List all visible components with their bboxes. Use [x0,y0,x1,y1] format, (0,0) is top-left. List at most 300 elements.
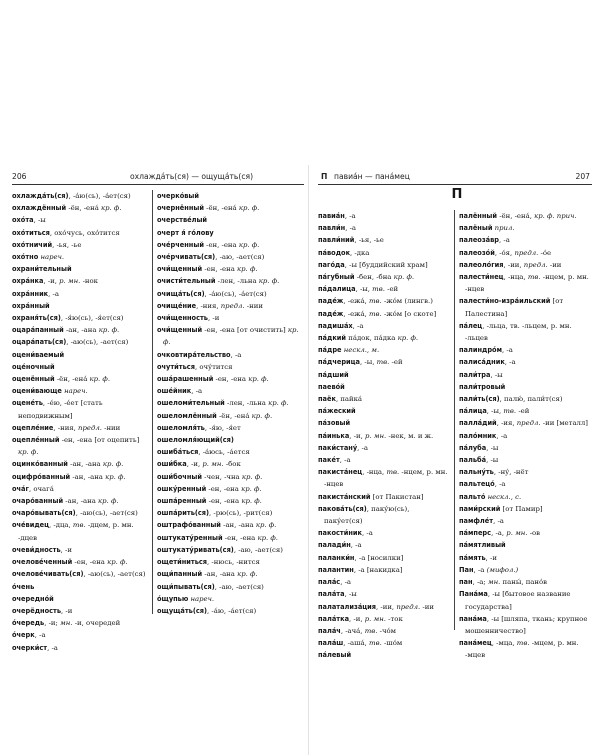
entry-forms: -ён, -ена́, [497,212,532,220]
entry-grammar-mark: кр. ф. [107,558,128,567]
entry-headword: паки́стану́ [318,443,358,452]
dictionary-entry [12,495,147,507]
dictionary-entry [318,564,450,576]
entry-grammar-mark: кр. ф. [258,277,280,286]
left-header-rule [12,184,304,185]
entry-headword: палади́н [318,541,351,550]
entry-forms: , -аю, -ает(ся) [215,253,265,262]
entry-headword: охра́нник [12,289,49,298]
entry-headword: пала́ч [318,626,341,635]
entry-forms-extra: -и, очередей [72,619,121,628]
entry-forms: -ен, -ена [203,240,237,249]
entry-headword: палёный [459,224,493,233]
dictionary-entry [12,373,147,385]
entry-forms: , -ия, [496,419,515,428]
entry-forms: -ен, -ена [206,484,239,493]
entry-headword: очерко́вый [157,192,200,200]
entry-forms: , -а [494,480,506,489]
dictionary-entry [459,417,595,429]
entry-forms: -лен, -льна [224,399,266,408]
dictionary-entry [318,442,450,454]
entry-headword: палантин [318,565,354,574]
entry-headword: оше́йник [157,387,192,396]
entry-grammar-mark: кр. ф. [237,570,258,579]
entry-forms: , -а [носилки] [354,553,404,562]
dictionary-entry [459,320,595,344]
dictionary-entry [318,649,450,661]
entry-headword: очернённый [157,204,204,213]
entry-grammar-mark: тв. [364,626,378,635]
entry-forms: , -аю(сь), -ает(ся) [83,570,146,579]
entry-grammar-mark: кр. ф. [257,533,278,542]
entry-headword: паёк [318,395,336,404]
entry-forms: , -аю(сь), -ает(ся) [75,509,138,518]
entry-forms: [от Памир] [500,504,543,513]
entry-headword: падиша́х [318,321,353,330]
entry-headword: очередно́й [12,594,54,603]
entry-forms: -бен, -бна [354,273,392,282]
dictionary-entry [12,202,147,214]
dictionary-entry [318,356,450,368]
entry-headword: очи́щенность [157,314,208,323]
dictionary-entry [318,576,450,588]
dictionary-entry [157,532,303,544]
entry-headword: ошпа́ренный [157,497,207,506]
entry-forms-extra: -дцем, р. мн. -дцев [18,521,134,542]
entry-headword: оцени́ваемый [12,350,65,359]
dictionary-entry [318,344,450,356]
entry-forms: , -ы [486,443,499,452]
dictionary-entry [157,605,303,617]
entry-headword: оштукату́ренный [157,533,223,542]
dictionary-entry [12,312,147,324]
entry-headword: палести́но-изра́ильский [459,297,551,306]
page-gutter [308,165,309,755]
dictionary-entry [459,222,595,234]
entry-grammar-mark: р. мн. [59,277,81,286]
entry-forms: , -а [191,387,203,396]
dictionary-entry [157,385,303,397]
entry-grammar-mark: кр. ф. [393,273,415,282]
entry-forms-extra: -нии [244,301,263,310]
dictionary-entry [318,466,450,490]
entry-headword: палиса́дник [459,358,505,367]
entry-headword: оцени́вающе [12,387,62,396]
left-column-divider [152,190,153,614]
entry-headword: оче́видец [12,521,50,530]
right-column-2 [459,210,595,662]
entry-grammar-mark: р. мн. [364,431,387,440]
entry-forms: , -о́я, [494,248,513,257]
entry-headword: очковтира́тельство [157,350,231,359]
entry-headword: очерт я́ го́лову [157,228,214,237]
entry-forms: , -е́ю, -е́ет [стать неподвижным] [18,399,103,420]
entry-grammar-mark: кр. ф. [251,411,273,420]
dictionary-entry [12,349,147,361]
dictionary-entry [157,422,303,434]
dictionary-entry [318,210,450,222]
dictionary-entry [459,637,595,661]
dictionary-entry [318,637,450,649]
dictionary-entry [12,642,147,654]
dictionary-entry [459,369,595,381]
entry-headword: оштукату́ривать(ся) [157,545,234,554]
entry-forms-extra: -нцем, р. мн. -нцев [465,273,589,294]
entry-forms: , -и [207,314,220,323]
entry-forms: , -ния, [53,423,76,432]
entry-forms: , -а [357,443,368,452]
entry-grammar-mark: кр. ф. [238,204,260,213]
dictionary-entry [459,381,595,393]
entry-headword: па́далица [318,285,356,294]
entry-headword: па́зовый [318,419,351,428]
entry-headword: пали́тровый [459,382,506,391]
dictionary-entry [459,552,595,564]
entry-grammar-mark: кр. ф. [98,497,119,506]
entry-headword: пан [459,578,473,587]
entry-grammar-mark: (мифол.) [486,565,519,574]
entry-headword: па́луба [459,443,487,452]
entry-forms: , -и, [349,431,363,440]
entry-grammar-mark: предл. [516,419,541,428]
entry-forms: , -мца, [491,639,515,648]
entry-headword: палатализа́ция [318,602,377,611]
dictionary-entry [157,434,303,446]
entry-headword: пальну́ть [459,468,494,477]
entry-forms-extra: -ей [389,358,403,367]
dictionary-entry [318,588,450,600]
entry-headword: пала́с [318,578,341,587]
entry-grammar-mark: кр. ф. [241,472,263,481]
dictionary-entry [157,410,303,422]
entry-forms: , палю́, пали́т(ся) [499,395,563,404]
entry-grammar-mark: кр. ф. [248,375,269,384]
entry-forms: -ён, -ена́ [66,204,99,213]
entry-headword: очища́ть(ся) [157,289,205,298]
entry-forms: , охо́чусь, охо́тится [49,228,120,237]
dictionary-entry [12,617,147,629]
entry-forms-extra: -нок [80,277,98,286]
entry-forms: -ён, -ена́ [54,375,88,384]
entry-forms: -ён, -ена́ [216,411,250,420]
entry-forms-extra: -ов [527,529,541,538]
entry-headword: оцепле́ние [12,423,54,432]
entry-forms: па́док, па́дка [346,334,396,343]
entry-headword: очерки́ст [12,643,48,652]
entry-grammar-mark: кр. ф. [255,521,277,530]
entry-forms-extra: -чо́м [377,626,397,635]
entry-headword: палести́нец [459,273,504,282]
dictionary-entry [459,234,595,246]
entry-headword: па́водок [318,248,351,257]
entry-forms: [от Пакистан] [370,492,424,501]
entry-headword: пакова́ть(ся) [318,504,367,513]
entry-grammar-mark: кр. ф. [397,334,419,343]
entry-headword: пали́тра [459,370,491,379]
entry-forms: -ан, -ана [63,326,97,335]
dictionary-entry [12,239,147,251]
entry-grammar-mark: нескл., м. [343,346,380,355]
entry-forms: , -и [61,606,73,615]
entry-headword: ошеломля́ть [157,423,205,432]
entry-headword: очаро́вывать(ся) [12,509,76,518]
entry-forms: [от Палестина] [465,297,564,318]
entry-headword: очелове́чивать(ся) [12,570,84,579]
entry-headword: па́мять [459,553,486,562]
entry-forms: , -а; [472,578,486,587]
dictionary-entry [459,564,595,576]
entry-headword: оцинко́ванный [12,460,68,469]
dictionary-entry [157,397,303,409]
entry-forms-extra: -о́е [538,248,552,257]
entry-forms: -ен, -ена [от очистить] [202,326,286,335]
dictionary-entry [12,288,147,300]
entry-forms: , пайка́ [335,395,363,404]
entry-headword: пакиста́нец [318,468,363,477]
entry-forms: -ен, -ена [202,265,235,274]
entry-headword: охо́тно [12,253,39,262]
dictionary-entry [459,454,595,466]
entry-forms-extra: -нии [101,423,121,432]
dictionary-entry [157,190,303,202]
entry-grammar-mark: кр. ф. [105,472,126,481]
right-page-number: 207 [575,172,590,181]
dictionary-entry [318,247,450,259]
dictionary-entry [318,405,450,417]
entry-forms: -ан, -ана [202,570,235,579]
dictionary-entry [157,495,303,507]
entry-forms: -ен, -ена [206,497,240,506]
entry-forms: , -а́юсь, -а́ется [198,448,250,457]
entry-forms: , -аю(сь), -ает(ся) [66,338,129,347]
dictionary-entry [318,491,450,503]
entry-forms: , -ы, [355,285,370,294]
entry-headword: палеоза́вр [459,236,500,245]
dictionary-entry [157,214,303,226]
entry-forms: , -а [352,321,364,330]
entry-headword: палеоло́гия [459,260,504,269]
entry-grammar-mark: р. мн. [202,460,224,469]
entry-forms: , -нца, [362,468,385,477]
entry-forms: , -ии, [376,602,395,611]
entry-forms: , -а́ю(сь), -а́ет(ся) [204,289,267,298]
dictionary-entry [157,312,303,324]
entry-headword: охо́та [12,216,34,225]
entry-forms: , -а [501,346,513,355]
entry-grammar-mark-extra: прич. [554,212,577,220]
entry-headword: очерёдность [12,606,62,615]
dictionary-entry [318,430,450,442]
dictionary-entry [318,625,450,637]
dictionary-entry [459,588,595,612]
dictionary-entry [157,593,303,605]
entry-headword: о́чень [12,582,35,591]
entry-grammar-mark: предл. [514,248,539,257]
entry-headword: охлажда́ть(ся) [12,192,69,200]
dictionary-entry [157,263,303,275]
entry-grammar-mark: нескл., с. [487,492,522,501]
dictionary-entry [12,300,147,312]
entry-headword: пальтецо́ [459,480,495,489]
dictionary-entry [12,434,147,458]
entry-forms-extra: -ии [420,602,434,611]
dictionary-entry [459,247,595,259]
entry-headword: пами́рский [459,504,501,513]
dictionary-entry [12,544,147,556]
entry-forms: , -я́ю, -я́ет [204,423,241,432]
entry-forms: , -аша́, [343,639,367,648]
entry-forms: -ан, -ана [67,460,101,469]
entry-headword: охлаждённый [12,204,67,213]
entry-forms: , -нюсь, -нится [207,558,260,567]
entry-forms: , -дца, [49,521,71,530]
entry-grammar-mark: тв. [503,407,517,416]
entry-forms: , -и; [44,619,58,628]
entry-headword: паде́ж [318,309,344,318]
entry-headword: оши́бочный [157,472,202,481]
entry-forms: , -ы, [486,407,502,416]
entry-headword: очаро́ванный [12,497,64,506]
entry-headword: о́щупью [157,594,189,603]
entry-headword: павиа́н [318,212,345,220]
entry-headword: оштрафо́ванный [157,521,221,530]
dictionary-entry [318,381,450,393]
letter-heading: П [451,187,463,202]
dictionary-entry [459,466,595,478]
dictionary-entry [12,458,147,470]
dictionary-entry [157,251,303,263]
dictionary-entry [459,393,595,405]
entry-headword: па́мперс [459,529,492,538]
entry-forms: , -а [499,236,510,245]
entry-forms: , -ежа́, [343,309,367,318]
entry-headword: ощи́панный [157,570,203,579]
dictionary-entry [12,556,147,568]
dictionary-entry [12,422,147,434]
entry-forms: , -ы [буддийский храм] [344,260,428,269]
entry-forms: , -а [48,289,59,298]
entry-forms: , -ы [шляпа, ткань; крупное мошенничество] [465,614,588,635]
entry-forms-extra: -ток [385,614,403,623]
entry-headword: ощи́пывать(ся) [157,582,215,591]
entry-forms-extra: -бок [223,460,241,469]
entry-headword: очелове́ченный [12,558,73,567]
entry-forms: , очага́ [28,484,54,493]
entry-forms-extra: паны́, пано́в [500,578,548,587]
dictionary-entry [12,361,147,373]
entry-forms: -ен, -ена [222,533,256,542]
dictionary-entry [12,581,147,593]
dictionary-entry [157,544,303,556]
entry-forms: -лен, -льна [215,277,257,286]
entry-forms: , -и [485,553,497,562]
entry-headword: пальто́ [459,492,486,501]
entry-headword: очеви́дность [12,545,61,554]
entry-headword: оцифро́ванный [12,472,71,481]
entry-grammar-mark: нареч. [190,594,215,603]
entry-grammar-mark: кр. ф. [101,204,122,213]
entry-forms: -чен, -чна [201,472,240,481]
entry-forms: , -а [340,578,352,587]
entry-headword: оша́рашенный [157,375,214,384]
entry-grammar-mark: нареч. [64,387,88,396]
dictionary-entry [459,210,595,222]
entry-headword: ошку́ренный [157,484,207,493]
dictionary-entry [12,397,147,421]
entry-headword: ошпа́рить(ся) [157,509,210,518]
dictionary-entry [318,454,450,466]
dictionary-entry [157,581,303,593]
entry-grammar-mark: мн. [487,578,501,587]
entry-headword: охра́нка [12,277,44,286]
dictionary-entry [318,539,450,551]
entry-headword: оценённый [12,375,55,384]
entry-headword: пали́ть(ся) [459,395,500,404]
dictionary-entry [157,324,303,348]
entry-forms-extra: -ии [металл] [540,419,588,428]
entry-forms: , -льца, тв. -льцем, р. мн. -льцев [465,321,572,343]
entry-headword: па́дший [318,370,349,379]
entry-headword: палённый [459,212,498,220]
entry-headword: оцене́ть [12,399,43,408]
entry-headword: паево́й [318,382,345,391]
dictionary-entry [459,405,595,417]
dictionary-entry [459,539,595,551]
dictionary-entry [318,295,450,307]
dictionary-entry [459,344,595,356]
entry-forms: , -и [60,545,72,554]
entry-headword: очи́щенный [157,326,203,335]
entry-grammar-mark: кр. ф. [89,375,111,384]
entry-headword: палла́дий [459,419,497,428]
entry-forms: , -ья, -ье [52,240,82,249]
entry-grammar-mark: кр. ф. [18,448,39,457]
right-header-rule [318,184,592,185]
dictionary-entry [318,320,450,332]
dictionary-entry [157,227,303,239]
dictionary-entry [459,430,595,442]
left-page-number: 206 [12,172,27,181]
entry-forms: , паку́ю(сь), паку́ет(ся) [324,504,410,526]
entry-grammar-mark: кр. ф. [102,460,124,469]
entry-headword: Пана́ма [459,590,488,599]
entry-forms: , -ы [490,370,503,379]
entry-forms: -ан, -ана [63,497,96,506]
entry-grammar-mark: тв. [372,285,385,294]
entry-headword: охрани́тельный [12,265,72,274]
entry-forms-extra: -жо́м [о скоте] [381,309,437,318]
entry-headword: охо́титься [12,228,50,237]
entry-forms: , -ы, [360,358,375,367]
entry-headword: очи́щенный [157,265,203,274]
entry-headword: ошеломлённый [157,411,217,420]
entry-grammar-mark: мн. [60,619,73,628]
entry-forms: , -ы [бытовое название государства] [465,590,571,611]
entry-forms-extra: -нек, м. и ж. [386,431,434,440]
dictionary-entry [459,478,595,490]
dictionary-entry [157,275,303,287]
entry-headword: оча́г [12,484,29,493]
dictionary-entry [318,527,450,539]
entry-forms: , -ы [344,590,357,599]
entry-forms: , -а [47,643,58,652]
entry-grammar-mark: тв. [516,639,530,648]
entry-grammar-mark: тв. [72,521,86,530]
dictionary-entry [459,356,595,368]
entry-forms: , -аю, -ает(ся) [214,582,264,591]
left-column-1 [12,190,147,654]
dictionary-entry [318,503,450,527]
